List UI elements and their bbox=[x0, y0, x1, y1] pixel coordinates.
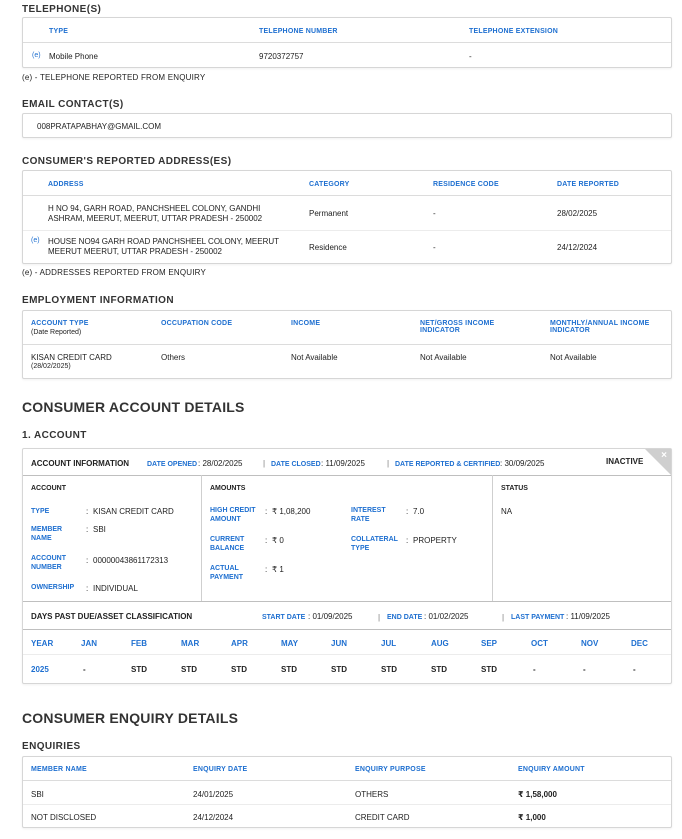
divider bbox=[23, 629, 671, 630]
enquiry-row-1-amount: ₹ 1,58,000 bbox=[518, 790, 557, 799]
corner-badge bbox=[645, 449, 671, 475]
colon: : bbox=[265, 536, 268, 545]
current-balance-label-2: BALANCE bbox=[210, 545, 245, 552]
separator: | bbox=[263, 459, 266, 468]
divider bbox=[23, 601, 671, 602]
high-credit-label: HIGH CREDIT bbox=[210, 507, 256, 514]
enquiry-row-1-date: 24/01/2025 bbox=[193, 790, 234, 799]
dpd-aug: STD bbox=[431, 665, 447, 674]
telephones-table bbox=[22, 17, 672, 68]
status-badge: INACTIVE bbox=[606, 457, 644, 466]
colon: : bbox=[86, 556, 89, 565]
enquiry-row-2-member: NOT DISCLOSED bbox=[31, 813, 97, 822]
divider bbox=[23, 42, 671, 43]
month-oct: OCT bbox=[531, 639, 548, 648]
divider bbox=[23, 654, 671, 655]
current-balance-label: CURRENT bbox=[210, 536, 245, 543]
actual-payment-label: ACTUAL bbox=[210, 565, 239, 572]
enquiry-header-member: MEMBER NAME bbox=[31, 766, 87, 773]
date-reported-label: DATE REPORTED & CERTIFIED bbox=[395, 461, 501, 468]
high-credit-value: ₹ 1,08,200 bbox=[272, 507, 311, 516]
column-divider bbox=[492, 475, 493, 601]
address-header-residence: RESIDENCE CODE bbox=[433, 181, 499, 188]
colon: : bbox=[265, 507, 268, 516]
employment-account-date: (28/02/2025) bbox=[31, 363, 71, 370]
employment-header-account-type: ACCOUNT TYPE bbox=[31, 320, 89, 327]
enquiry-details-title: CONSUMER ENQUIRY DETAILS bbox=[22, 710, 239, 726]
date-reported-value: : 30/09/2025 bbox=[500, 459, 545, 468]
dpd-nov: - bbox=[583, 665, 586, 674]
month-feb: FEB bbox=[131, 639, 147, 648]
separator: | bbox=[378, 613, 381, 622]
telephones-header-number: TELEPHONE NUMBER bbox=[259, 28, 338, 35]
dpd-apr: STD bbox=[231, 665, 247, 674]
last-payment-label: LAST PAYMENT bbox=[511, 614, 565, 621]
colon: : bbox=[86, 584, 89, 593]
current-balance-value: ₹ 0 bbox=[272, 536, 284, 545]
employment-header-monthly: MONTHLY/ANNUAL INCOME bbox=[550, 320, 650, 327]
colon: : bbox=[406, 536, 409, 545]
enquiry-tag: (e) bbox=[31, 237, 40, 244]
dpd-jan: - bbox=[83, 665, 86, 674]
month-mar: MAR bbox=[181, 639, 200, 648]
employment-income: Not Available bbox=[291, 353, 338, 362]
end-date-label: END DATE bbox=[387, 614, 423, 621]
dpd-may: STD bbox=[281, 665, 297, 674]
enquiry-header-amount: ENQUIRY AMOUNT bbox=[518, 766, 585, 773]
high-credit-label-2: AMOUNT bbox=[210, 516, 241, 523]
account-details-title: CONSUMER ACCOUNT DETAILS bbox=[22, 399, 245, 415]
address-header-address: ADDRESS bbox=[48, 181, 84, 188]
dpd-dec: - bbox=[633, 665, 636, 674]
enquiry-row-2-purpose: CREDIT CARD bbox=[355, 813, 410, 822]
dpd-year-value: 2025 bbox=[31, 665, 49, 674]
date-closed-value: : 11/09/2025 bbox=[321, 459, 365, 468]
dpd-label: DAYS PAST DUE/ASSET CLASSIFICATION bbox=[31, 612, 193, 621]
employment-header-net-gross: NET/GROSS INCOME bbox=[420, 320, 495, 327]
email-box bbox=[22, 113, 672, 138]
status-value: NA bbox=[501, 507, 513, 516]
addresses-title: CONSUMER'S REPORTED ADDRESS(ES) bbox=[22, 156, 232, 167]
address-row-1-date: 28/02/2025 bbox=[557, 209, 598, 218]
employment-header-date-reported: (Date Reported) bbox=[31, 329, 82, 336]
divider bbox=[23, 195, 671, 196]
account-card bbox=[22, 448, 672, 684]
month-apr: APR bbox=[231, 639, 248, 648]
colon: : bbox=[406, 507, 409, 516]
email-value: 008PRATAPABHAY@GMAIL.COM bbox=[37, 122, 162, 131]
month-jul: JUL bbox=[381, 639, 397, 648]
employment-monthly: Not Available bbox=[550, 353, 597, 362]
dpd-jul: STD bbox=[381, 665, 397, 674]
member-label: MEMBER bbox=[31, 526, 63, 533]
divider bbox=[23, 230, 671, 231]
amounts-col-title: AMOUNTS bbox=[210, 485, 246, 492]
dpd-jun: STD bbox=[331, 665, 347, 674]
date-opened-value: : 28/02/2025 bbox=[198, 459, 243, 468]
member-label-2: NAME bbox=[31, 535, 52, 542]
employment-header-monthly-indicator: INDICATOR bbox=[550, 327, 591, 334]
employment-net-gross: Not Available bbox=[420, 353, 467, 362]
enquiry-header-date: ENQUIRY DATE bbox=[193, 766, 248, 773]
column-divider bbox=[201, 475, 202, 601]
enquiry-row-1-purpose: OTHERS bbox=[355, 790, 389, 799]
enquiry-row-2-date: 24/12/2024 bbox=[193, 813, 234, 822]
colon: : bbox=[86, 525, 89, 534]
type-label: TYPE bbox=[31, 508, 50, 515]
start-date-label: START DATE bbox=[262, 614, 306, 621]
telephone-type: Mobile Phone bbox=[49, 52, 98, 61]
colon: : bbox=[265, 565, 268, 574]
enquiry-tag: (e) bbox=[32, 52, 41, 59]
interest-rate-label-2: RATE bbox=[351, 516, 370, 523]
email-title: EMAIL CONTACT(S) bbox=[22, 99, 124, 110]
address-row-1-residence: - bbox=[433, 209, 436, 218]
colon: : bbox=[86, 507, 89, 516]
account-number-label: ACCOUNT bbox=[31, 555, 66, 562]
month-jun: JUN bbox=[331, 639, 348, 648]
address-row-2-category: Residence bbox=[309, 243, 347, 252]
last-payment-value: : 11/09/2025 bbox=[566, 612, 610, 621]
divider bbox=[23, 475, 671, 476]
type-value: KISAN CREDIT CARD bbox=[93, 507, 174, 516]
account-number-value: 00000043861172313 bbox=[93, 556, 169, 565]
month-aug: AUG bbox=[431, 639, 449, 648]
member-value: SBI bbox=[93, 525, 106, 534]
dpd-feb: STD bbox=[131, 665, 147, 674]
actual-payment-value: ₹ 1 bbox=[272, 565, 284, 574]
date-closed-label: DATE CLOSED bbox=[271, 461, 321, 468]
month-dec: DEC bbox=[631, 639, 648, 648]
dpd-oct: - bbox=[533, 665, 536, 674]
telephones-header-type: TYPE bbox=[49, 28, 69, 35]
month-may: MAY bbox=[281, 639, 299, 648]
address-row-2-line1: HOUSE NO94 GARH ROAD PANCHSHEEL COLONY, MEERUT bbox=[48, 237, 280, 246]
divider bbox=[23, 780, 671, 781]
separator: | bbox=[387, 459, 390, 468]
collateral-type-label-2: TYPE bbox=[351, 545, 370, 552]
telephone-extension: - bbox=[469, 52, 472, 61]
dpd-mar: STD bbox=[181, 665, 197, 674]
separator: | bbox=[502, 613, 505, 622]
enquiry-row-2-amount: ₹ 1,000 bbox=[518, 813, 546, 822]
telephone-number: 9720372757 bbox=[259, 52, 304, 61]
month-sep: SEP bbox=[481, 639, 498, 648]
addresses-note: (e) - ADDRESSES REPORTED FROM ENQUIRY bbox=[22, 268, 207, 277]
ownership-value: INDIVIDUAL bbox=[93, 584, 138, 593]
month-nov: NOV bbox=[581, 639, 599, 648]
address-row-2-date: 24/12/2024 bbox=[557, 243, 598, 252]
employment-header-income: INCOME bbox=[291, 320, 321, 327]
telephones-header-extension: TELEPHONE EXTENSION bbox=[469, 28, 558, 35]
actual-payment-label-2: PAYMENT bbox=[210, 574, 244, 581]
enquiry-header-purpose: ENQUIRY PURPOSE bbox=[355, 766, 426, 773]
account-subtitle: 1. ACCOUNT bbox=[22, 430, 87, 441]
end-date-value: : 01/02/2025 bbox=[424, 612, 469, 621]
interest-rate-label: INTEREST bbox=[351, 507, 386, 514]
employment-table bbox=[22, 310, 672, 379]
divider bbox=[23, 804, 671, 805]
start-date-value: : 01/09/2025 bbox=[308, 612, 353, 621]
telephones-title: TELEPHONE(S) bbox=[22, 4, 102, 15]
enquiry-row-1-member: SBI bbox=[31, 790, 44, 799]
employment-title: EMPLOYMENT INFORMATION bbox=[22, 295, 174, 306]
enquiries-subtitle: ENQUIRIES bbox=[22, 741, 81, 752]
address-row-2-line2: MEERUT MEERUT, UTTAR PRADESH - 250002 bbox=[48, 247, 222, 256]
address-row-1-line2: ASHRAM, MEERUT, MEERUT, UTTAR PRADESH - 250002 bbox=[48, 214, 263, 223]
account-col-title: ACCOUNT bbox=[31, 485, 66, 492]
employment-header-net-gross-indicator: INDICATOR bbox=[420, 327, 461, 334]
account-info-label: ACCOUNT INFORMATION bbox=[31, 459, 130, 468]
addresses-table bbox=[22, 170, 672, 264]
address-header-category: CATEGORY bbox=[309, 181, 350, 188]
address-row-1-line1: H NO 94, GARH ROAD, PANCHSHEEL COLONY, GANDHI bbox=[48, 204, 261, 213]
month-jan: JAN bbox=[81, 639, 98, 648]
employment-account-type: KISAN CREDIT CARD bbox=[31, 353, 112, 362]
address-row-2-residence: - bbox=[433, 243, 436, 252]
status-col-title: STATUS bbox=[501, 485, 528, 492]
employment-header-occupation: OCCUPATION CODE bbox=[161, 320, 233, 327]
telephones-note: (e) - TELEPHONE REPORTED FROM ENQUIRY bbox=[22, 73, 206, 82]
ownership-label: OWNERSHIP bbox=[31, 584, 75, 591]
address-header-date: DATE REPORTED bbox=[557, 181, 619, 188]
employment-occupation: Others bbox=[161, 353, 186, 362]
divider bbox=[23, 344, 671, 345]
dpd-sep: STD bbox=[481, 665, 497, 674]
month-year: YEAR bbox=[31, 639, 54, 648]
enquiries-table bbox=[22, 756, 672, 828]
account-number-label-2: NUMBER bbox=[31, 564, 62, 571]
interest-rate-value: 7.0 bbox=[413, 507, 425, 516]
collateral-type-label: COLLATERAL bbox=[351, 536, 398, 543]
address-row-1-category: Permanent bbox=[309, 209, 349, 218]
close-icon[interactable]: × bbox=[661, 450, 667, 461]
date-opened-label: DATE OPENED bbox=[147, 461, 198, 468]
collateral-type-value: PROPERTY bbox=[413, 536, 457, 545]
